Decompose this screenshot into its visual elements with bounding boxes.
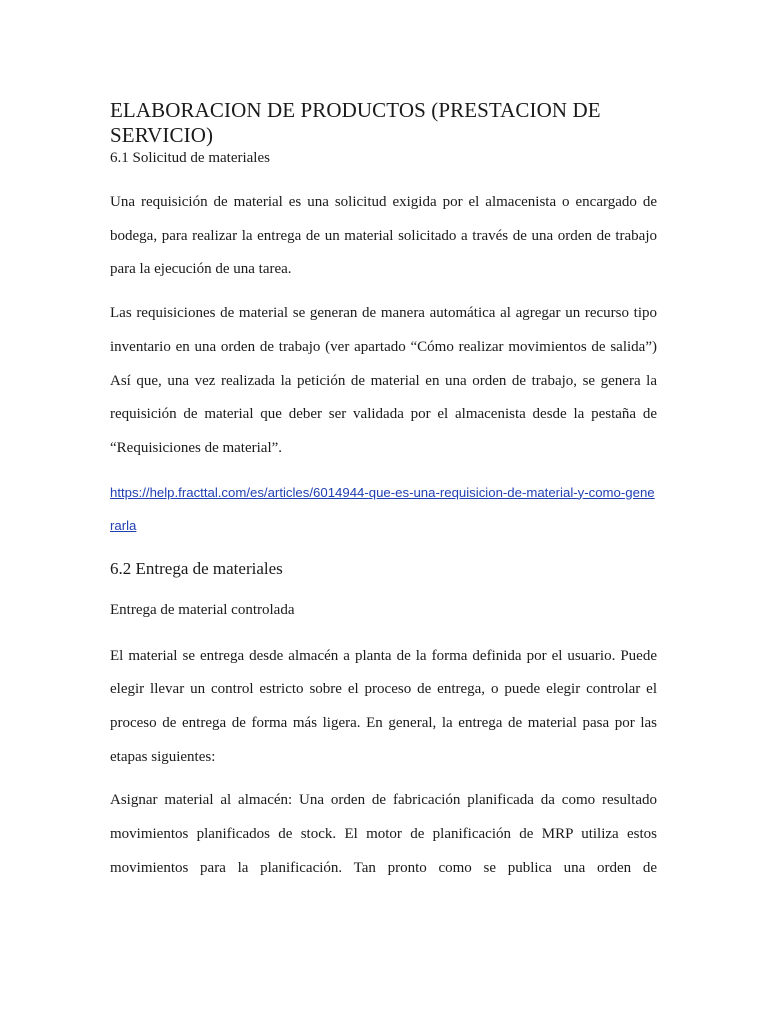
subsection-heading-6-1: 6.1 Solicitud de materiales xyxy=(110,150,270,166)
document-page xyxy=(110,98,657,896)
reference-link[interactable]: https://help.fracttal.com/es/articles/6014944-que-es-una-requisicion-de-material-y-como-generarla xyxy=(110,484,655,533)
section-heading-6-2: 6.2 Entrega de materiales xyxy=(110,558,283,578)
paragraph-delivery-process: El material se entrega desde almacén a planta de la forma definida por el usuario. Puede elegir llevar un control estricto sobre el proceso de entrega, o puede elegir controlar el proceso de entrega de forma más ligera. En general, la entrega de material pasa por las etapas siguientes: xyxy=(110,647,657,765)
paragraph-assign-material: Asignar material al almacén: Una orden de fabricación planificada da como resultado movimientos planificados de stock. El motor de planificación de MRP utiliza estos movimientos para la planificación. Tan pronto como se publica una orden de xyxy=(110,792,657,876)
subheading-controlled-delivery: Entrega de material controlada xyxy=(110,601,295,618)
reference-link-block xyxy=(110,476,657,542)
paragraph-requisition-definition: Una requisición de material es una solicitud exigida por el almacenista o encargado de bodega, para realizar la entrega de un material solicitado a través de una orden de trabajo para la ejecución de una tarea. xyxy=(110,194,657,278)
document-title: ELABORACION DE PRODUCTOS (PRESTACION DE SERVICIO) xyxy=(110,98,601,147)
paragraph-requisition-generation: Las requisiciones de material se generan de manera automática al agregar un recurso tipo inventario en una orden de trabajo (ver apartado “Cómo realizar movimientos de salida”) Así que, una vez realizada la petición de material en una orden de trabajo, se genera la requisición de material que deber ser validada por el almacenista desde la pestaña de “Requisiciones de material”. xyxy=(110,305,657,456)
